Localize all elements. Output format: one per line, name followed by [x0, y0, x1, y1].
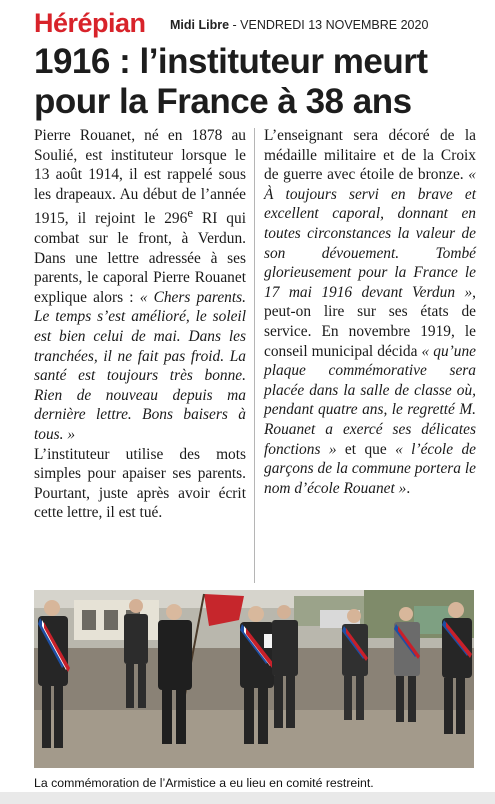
text-run: L’enseignant sera décoré de la médaille militaire et de la Croix de guerre avec étoile de bronze. [264, 127, 476, 184]
text-run: , peut-on lire sur ses états de service. En novembre 1919, le conseil municipal décida [264, 283, 476, 360]
newspaper-header [34, 8, 474, 38]
publication-date: VENDREDI 13 NOVEMBRE 2020 [240, 18, 429, 32]
commemoration-photo [34, 590, 474, 768]
citation-quote: « À toujours servi en brave et excellent caporal, donnant en toutes circonstances la valeur de son dévouement. Tombé glorieusement pour la France le 17 mai 1916 devant Verdun » [264, 166, 476, 301]
text-run: RI qui combat sur le front, à Verdun. Dans une lettre adressée à ses parents, le caporal Pierre Rouanet explique alors : [34, 210, 246, 306]
superscript: e [187, 206, 194, 221]
paragraph: L’instituteur utilise des mots simples pour apaiser ses parents. Pourtant, juste après avoir écrit cette lettre, il est tué. [34, 445, 246, 522]
paragraph [264, 126, 476, 498]
photo-caption: La commémoration de l’Armistice a eu lieu en comité restreint. [34, 776, 374, 790]
article-headline [34, 42, 474, 122]
column-divider [254, 128, 255, 583]
photo-scene [34, 590, 474, 768]
decision-quote: « qu’une plaque commémorative sera placée dans la salle de classe où, pendant quatre ans, le regretté M. Rouanet a exercé ses délicates fonctions » [264, 342, 476, 458]
text-run: Pierre Rouanet, né en 1878 au Soulié, est instituteur lorsque le 13 août 1914, il est rappelé sous les drapeaux. Au début de l’année 1915, il rejoint le 296 [34, 127, 246, 228]
text-run: et que [336, 440, 396, 458]
headline-line-1: 1916 : l’instituteur meurt [34, 42, 428, 81]
article-column-2 [264, 126, 476, 498]
article-column-1 [34, 126, 246, 523]
headline-line-2: pour la France à 38 ans [34, 82, 412, 121]
town-name: Hérépian [34, 8, 146, 38]
meta-separator: - [229, 18, 241, 32]
school-name-quote: « l’école de garçons de la commune portera le nom d’école Rouanet » [264, 440, 476, 497]
paragraph [34, 126, 246, 445]
text-run: . [406, 479, 411, 497]
letter-quote: « Chers parents. Le temps s’est amélioré, le soleil est bien celui de mai. Dans les tranchées, il ne fait pas froid. La santé est toujours très bonne. Rien de nouveau depuis ma dernière lettre. Bons baisers à tous. » [34, 288, 246, 444]
newspaper-name: Midi Libre [170, 18, 230, 32]
publication-info [170, 17, 428, 33]
page-footer-bar [0, 792, 495, 804]
